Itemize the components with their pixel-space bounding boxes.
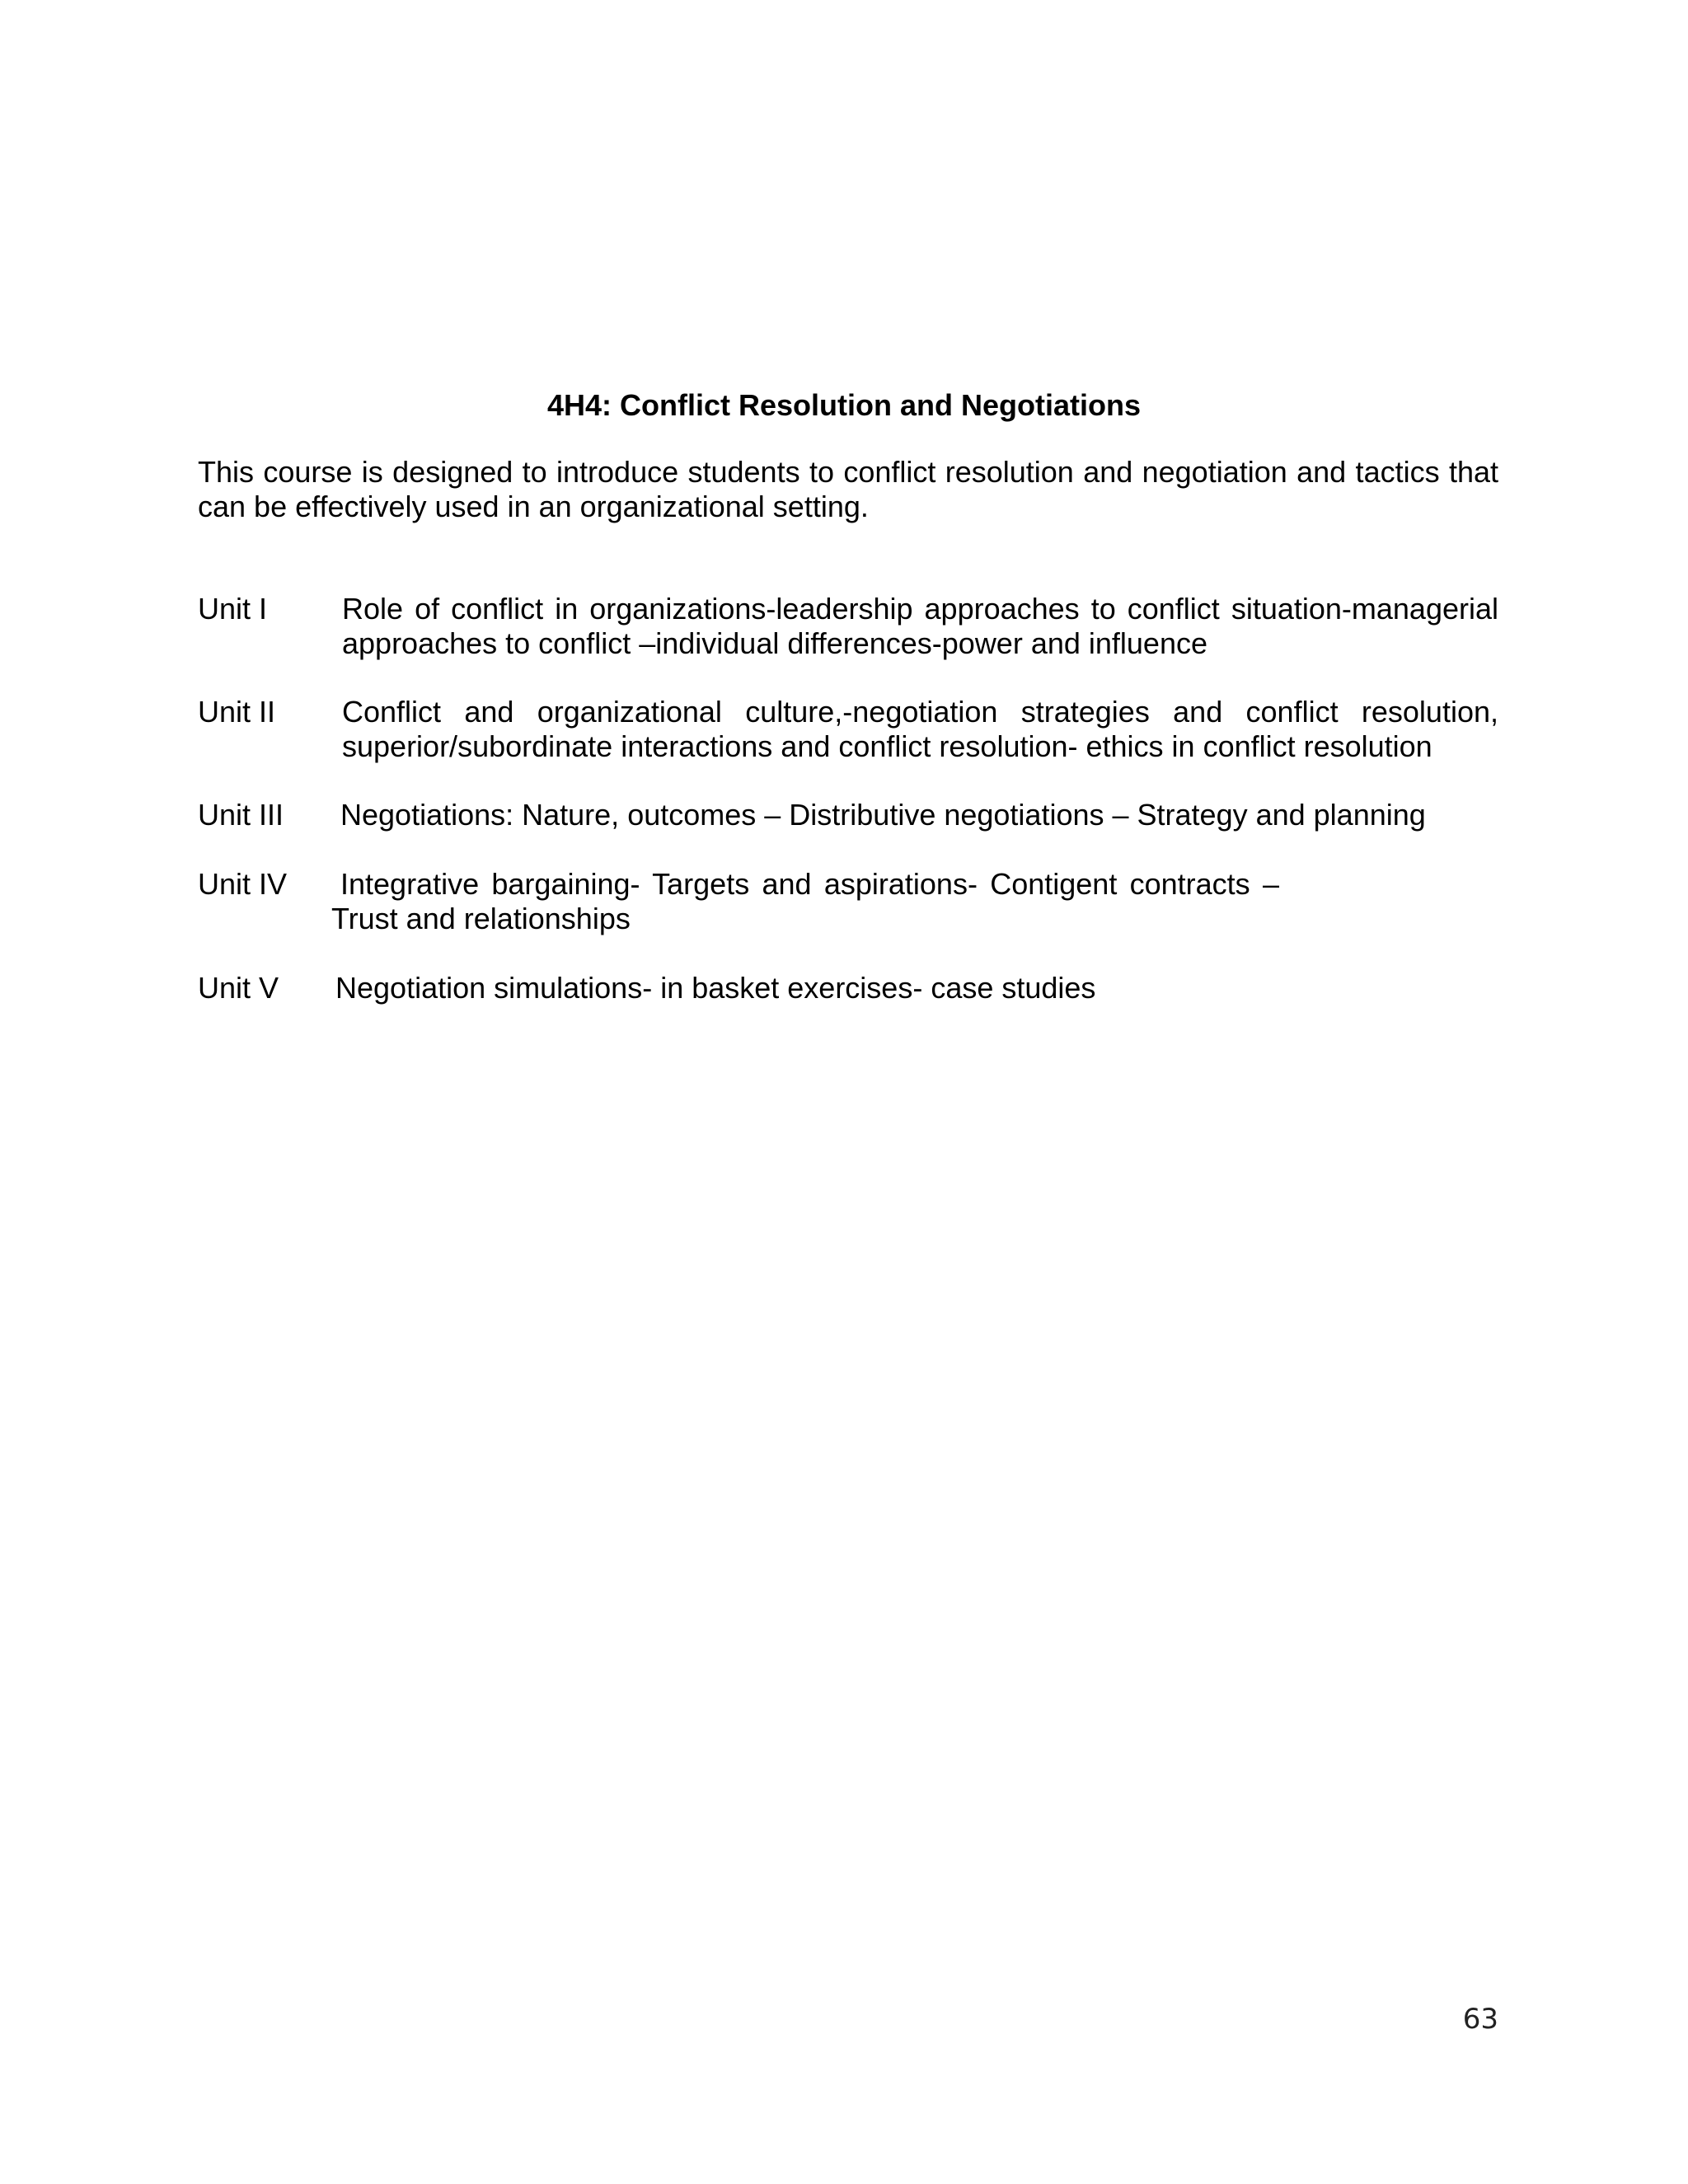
unit-description: Role of conflict in organizations-leadership approaches to conflict situation-managerial approaches to conflict –individual differences-power and influence	[342, 592, 1498, 660]
unit-description: Conflict and organizational culture,-negotiation strategies and conflict resolution, superior/subordinate interactions and conflict resolution- ethics in conflict resolution	[342, 695, 1498, 763]
course-intro: This course is designed to introduce students to conflict resolution and negotiation and tactics that can be effectively used in an organizational setting.	[198, 455, 1498, 523]
unit-description: Negotiations: Nature, outcomes – Distributive negotiations – Strategy and planning	[340, 798, 1426, 832]
unit-description: Integrative bargaining- Targets and aspirations- Contigent contracts – Trust and relationships	[331, 867, 1279, 935]
unit-description: Negotiation simulations- in basket exercises- case studies	[335, 971, 1096, 1005]
unit-label: Unit V	[198, 971, 279, 1005]
page-number: 63	[1462, 2003, 1498, 2036]
unit-label: Unit I	[198, 592, 268, 626]
unit-label: Unit III	[198, 798, 284, 832]
unit-label: Unit II	[198, 695, 276, 729]
course-title: 4H4: Conflict Resolution and Negotiations	[546, 388, 1142, 422]
unit-label: Unit IV	[198, 867, 288, 901]
